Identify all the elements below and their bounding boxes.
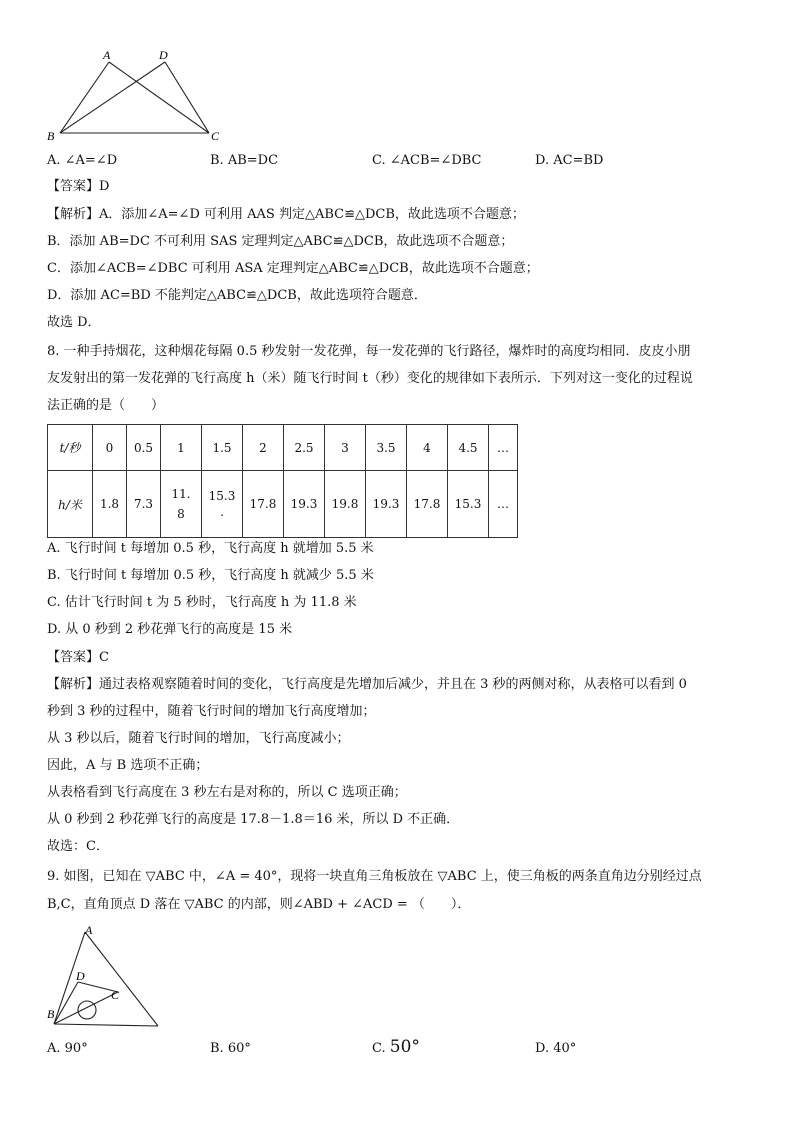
q8-option-b: B. 飞行时间 t 每增加 0.5 秒，飞行高度 h 就减少 5.5 米 [47, 568, 374, 583]
q9-option-a: A. 90° [47, 1041, 88, 1056]
table-cell: 1 [161, 425, 202, 471]
table-cell: 3 [325, 425, 366, 471]
table-cell: 2.5 [284, 425, 325, 471]
q7-analysis-line: B．添加 AB=DC 不可利用 SAS 定理判定△ABC≌△DCB，故此选项不合题意； [47, 234, 514, 249]
q9-label-d: D [76, 969, 85, 983]
table-cell: 0 [93, 425, 127, 471]
table-cell: 0.5 [127, 425, 161, 471]
table-cell: 17.8 [243, 471, 284, 538]
table-cell: 15.3 [448, 471, 489, 538]
q9-label-a: A [85, 923, 93, 937]
q8-option-d: D. 从 0 秒到 2 秒花弹飞行的高度是 15 米 [47, 622, 293, 637]
q8-analysis-line: 秒到 3 秒的过程中，随着飞行时间的增加飞行高度增加； [47, 704, 376, 719]
q7-option-d: D. AC=BD [535, 153, 604, 168]
q8-stem-line: 8. 一种手持烟花，这种烟花每隔 0.5 秒发射一发花弹，每一发花弹的飞行路径，爆炸时的高度均相同．皮皮小朋 [47, 344, 691, 359]
q7-analysis-line: C．添加∠ACB=∠DBC 可利用 ASA 定理判定△ABC≌△DCB，故此选项不合题意； [47, 261, 539, 276]
q7-option-a: A. ∠A=∠D [47, 153, 118, 168]
q7-label-a: A [103, 48, 111, 62]
q7-analysis-line: 故选 D． [47, 315, 101, 330]
q7-analysis-line: 【解析】A．添加∠A=∠D 可利用 AAS 判定△ABC≌△DCB，故此选项不合题意； [47, 207, 525, 222]
q9-option-b: B. 60° [210, 1041, 251, 1056]
table-cell: 15.3 . [202, 471, 243, 538]
q8-data-table [47, 424, 518, 538]
q7-label-d: D [159, 48, 168, 62]
q8-analysis-line: 从 3 秒以后，随着飞行时间的增加，飞行高度减小； [47, 731, 350, 746]
table-cell: 11. 8 [161, 471, 202, 538]
table-header-cell: t/秒 [48, 425, 93, 471]
table-cell: … [489, 425, 518, 471]
table-cell: 7.3 [127, 471, 161, 538]
q9-option-c-prefix: C. [372, 1041, 386, 1056]
table-cell: … [489, 471, 518, 538]
table-header-cell: h/米 [48, 471, 93, 538]
q8-option-a: A. 飞行时间 t 每增加 0.5 秒，飞行高度 h 就增加 5.5 米 [47, 541, 374, 556]
table-cell: 4.5 [448, 425, 489, 471]
table-cell: 1.8 [93, 471, 127, 538]
q7-answer: 【答案】D [47, 179, 110, 194]
table-cell: 1.5 [202, 425, 243, 471]
q9-option-d: D. 40° [535, 1041, 577, 1056]
q9-option-c-value: 50° [389, 1037, 420, 1057]
q7-triangle-figure [40, 44, 230, 148]
q8-analysis-line: 因此，A 与 B 选项不正确； [47, 758, 209, 773]
table-row [48, 471, 518, 538]
q8-analysis-line: 从表格看到飞行高度在 3 秒左右是对称的，所以 C 选项正确； [47, 785, 407, 800]
table-cell: 17.8 [407, 471, 448, 538]
q8-stem-line: 友发射出的第一发花弹的飞行高度 h（米）随飞行时间 t（秒）变化的规律如下表所示．下列对这一变化的过程说 [47, 371, 693, 386]
q9-stem-line: B,C，直角顶点 D 落在 ▽ABC 的内部，则∠ABD + ∠ACD = （ ）． [47, 897, 471, 912]
q9-option-c [372, 1038, 420, 1058]
q8-analysis-line: 故选：C． [47, 839, 109, 854]
table-cell: 4 [407, 425, 448, 471]
q8-answer: 【答案】C [47, 650, 109, 665]
table-cell: 3.5 [366, 425, 407, 471]
q7-label-c: C [211, 129, 220, 143]
q8-stem-line: 法正确的是（ ） [47, 398, 165, 413]
q7-option-b: B. AB=DC [210, 153, 279, 168]
table-cell: 19.8 [325, 471, 366, 538]
q7-option-c: C. ∠ACB=∠DBC [372, 153, 482, 168]
table-cell: 19.3 [366, 471, 407, 538]
q9-label-b: B [47, 1007, 55, 1021]
table-cell: 2 [243, 425, 284, 471]
q7-analysis-line: D．添加 AC=BD 不能判定△ABC≌△DCB，故此选项符合题意． [47, 288, 427, 303]
q9-triangle-figure [40, 920, 170, 1036]
q8-analysis-line: 【解析】通过表格观察随着时间的变化，飞行高度是先增加后减少，并且在 3 秒的两侧对称，从表格可以看到 0 [47, 677, 687, 692]
q7-label-b: B [47, 129, 55, 143]
q9-label-c: C [111, 988, 120, 1002]
table-cell: 19.3 [284, 471, 325, 538]
table-row [48, 425, 518, 471]
q8-analysis-line: 从 0 秒到 2 秒花弹飞行的高度是 17.8－1.8＝16 米，所以 D 不正确． [47, 812, 460, 827]
q8-option-c: C. 估计飞行时间 t 为 5 秒时，飞行高度 h 为 11.8 米 [47, 595, 357, 610]
q9-stem-line: 9. 如图，已知在 ▽ABC 中，∠A = 40°，现将一块直角三角板放在 ▽ABC 上，使三角板的两条直角边分别经过点 [47, 869, 702, 884]
